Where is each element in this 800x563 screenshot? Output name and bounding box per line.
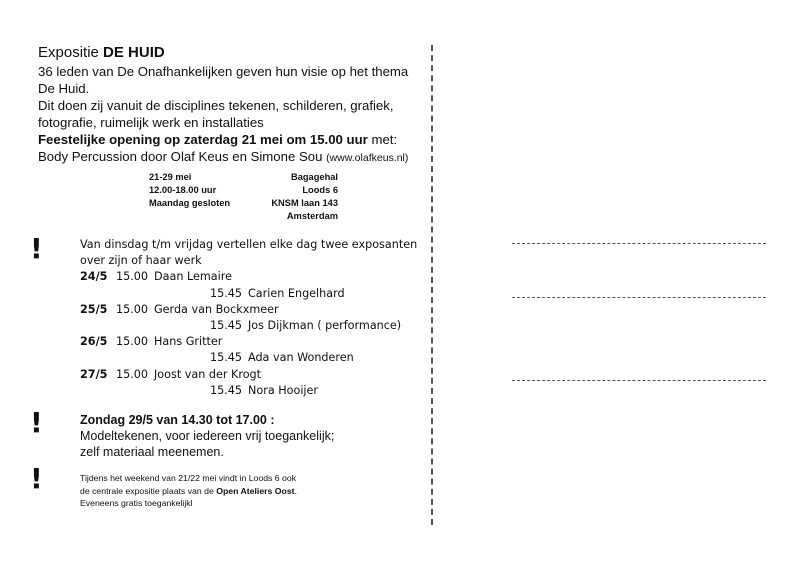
schedule-name: Gerda van Bockxmeer: [154, 302, 279, 316]
info-dates: 21-29 mei: [149, 172, 192, 182]
schedule-name: Ada van Wonderen: [248, 351, 354, 365]
intro-line-4: fotografie, ruimelijk werk en installaties: [38, 115, 264, 130]
intro-block: [38, 43, 428, 167]
website-text: (www.olafkeus.nl): [326, 152, 409, 164]
exclamation-icon: !: [30, 232, 43, 265]
schedule-date: 25/5: [80, 302, 108, 316]
talks-schedule: [80, 237, 440, 399]
schedule-time: 15.00: [116, 367, 149, 381]
schedule-time: 15.00: [116, 302, 149, 316]
exclamation-icon: !: [30, 462, 43, 495]
schedule-time: 15.45: [210, 318, 243, 332]
performance-line: Body Percussion door Olaf Keus en Simone Sou (www.olafkeus.nl): [38, 149, 409, 164]
info-dates-block: [149, 171, 230, 210]
address-line: [512, 297, 766, 298]
schedule-name: Carien Engelhard: [248, 286, 345, 300]
info-city: Amsterdam: [286, 211, 338, 221]
title-bold: DE HUID: [103, 44, 165, 61]
schedule-row: [80, 383, 440, 399]
talks-intro-1: Van dinsdag t/m vrijdag vertellen elke dag twee exposanten: [80, 238, 418, 251]
info-hours: 12.00-18.00 uur: [149, 185, 217, 195]
schedule-date: 27/5: [80, 367, 108, 381]
schedule-name: Nora Hooijer: [248, 383, 319, 397]
schedule-time: 15.45: [210, 286, 243, 300]
sunday-line-2: zelf materiaal meenemen.: [80, 445, 224, 459]
schedule-date: 26/5: [80, 335, 108, 349]
info-venue: Bagagehal Loods 6: [290, 172, 338, 195]
schedule-row: [80, 269, 440, 285]
sunday-heading: Zondag 29/5 van 14.30 tot 17.00 :: [80, 413, 275, 427]
weekend-line-2: de centrale expositie plaats van de Open Ateliers Oost.: [80, 485, 297, 496]
schedule-time: 15.00: [116, 270, 149, 284]
schedule-row: [80, 302, 440, 318]
talks-intro-2: over zijn of haar werk: [80, 254, 202, 268]
weekend-line-1: Tijdens het weekend van 21/22 mei vindt in Loods 6 ook: [80, 473, 297, 483]
intro-line-1: 36 leden van De Onafhankelijken geven hun visie op het thema: [38, 64, 409, 79]
weekend-note: [80, 472, 410, 510]
schedule-name: Daan Lemaire: [154, 270, 232, 284]
opening-line: Feestelijke opening op zaterdag 21 mei om 15.00 uur met:: [38, 132, 398, 147]
schedule-row: [80, 318, 440, 334]
schedule-name: Jos Dijkman ( performance): [248, 318, 402, 332]
address-line: [512, 243, 766, 244]
sunday-block: [80, 412, 410, 460]
sunday-line-1: Modeltekenen, voor iedereen vrij toegankelijk;: [80, 429, 335, 443]
info-venue-block: [268, 171, 338, 223]
postcard-divider: [431, 45, 433, 525]
schedule-name: Joost van der Krogt: [154, 367, 262, 381]
schedule-row: [80, 350, 440, 366]
schedule-row: [80, 286, 440, 302]
schedule-time: 15.45: [210, 351, 243, 365]
exclamation-icon: !: [30, 406, 43, 439]
weekend-line-3: Eveneens gratis toegankelijkl: [80, 498, 193, 508]
schedule-name: Hans Gritter: [154, 335, 223, 349]
info-closed: Maandag gesloten: [149, 198, 231, 208]
schedule-time: 15.00: [116, 335, 149, 349]
intro-line-3: Dit doen zij vanuit de disciplines tekenen, schilderen, grafiek,: [38, 98, 394, 113]
schedule-row: [80, 367, 440, 383]
address-line: [512, 380, 766, 381]
schedule-date: 24/5: [80, 270, 108, 284]
schedule-row: [80, 334, 440, 350]
info-street: KNSM laan 143: [271, 198, 338, 208]
exhibition-title: Expositie DE HUID: [38, 44, 165, 61]
intro-line-2: De Huid.: [38, 81, 90, 96]
schedule-time: 15.45: [210, 383, 243, 397]
